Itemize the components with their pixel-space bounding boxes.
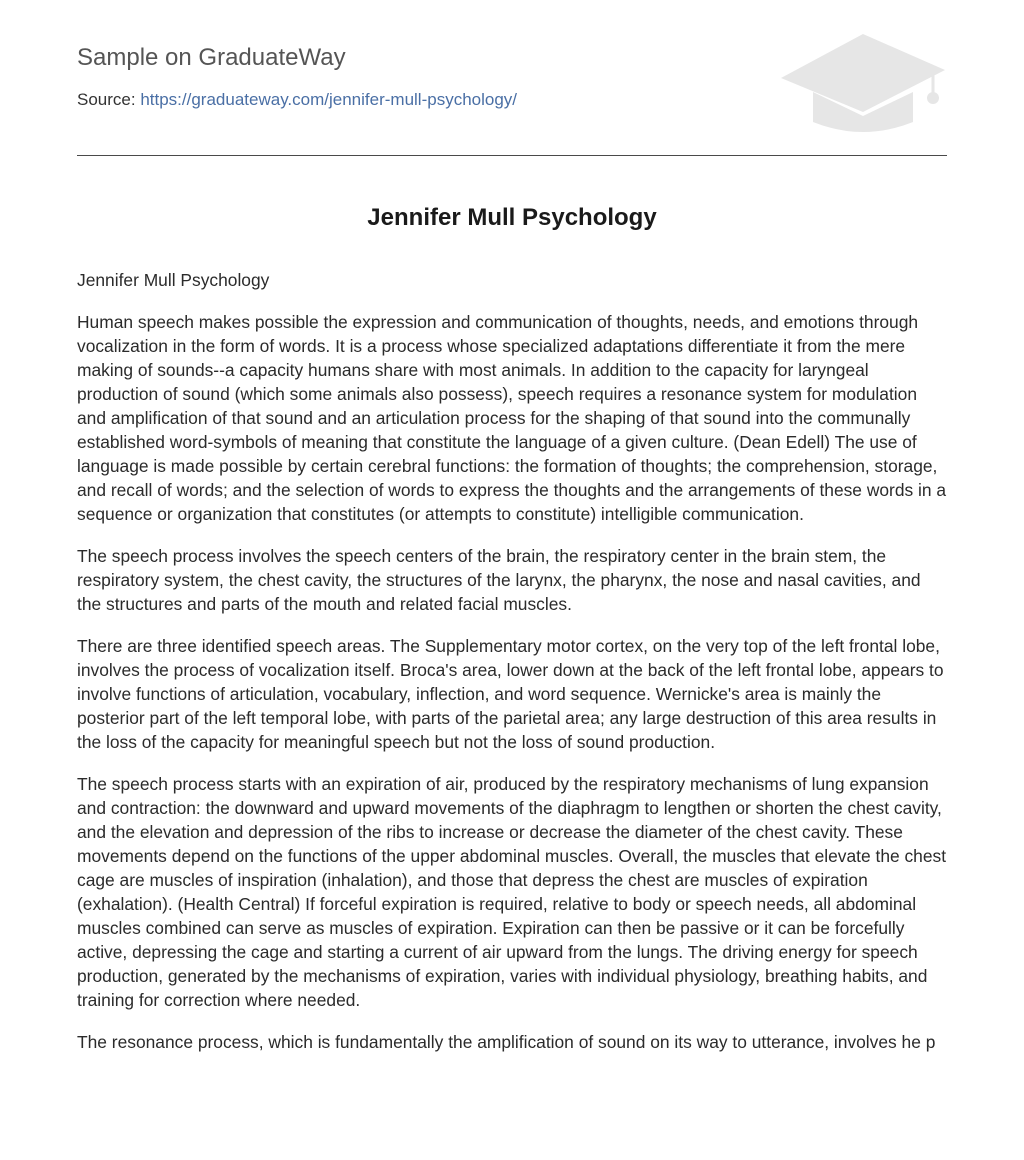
graduation-cap-icon [781,30,947,134]
paragraph: Human speech makes possible the expression and communication of thoughts, needs, and emotions through vocalization in the form of words. It is a process whose specialized adaptations differentiate it from the mere making of sounds--a capacity humans share with most animals. In addition to the capacity for laryngeal production of sound (which some animals also possess), speech requires a resonance system for modulation and amplification of that sound and an articulation process for the shaping of that sound into the communally established word-symbols of meaning that constitute the language of a given culture. (Dean Edell) The use of language is made possible by certain cerebral functions: the formation of thoughts; the comprehension, storage, and recall of words; and the selection of words to express the thoughts and the arrangements of these words in a sequence or organization that constitutes (or attempts to constitute) intelligible communication. [77,312,947,524]
paragraph: There are three identified speech areas. The Supplementary motor cortex, on the very top of the left frontal lobe, involves the process of vocalization itself. Broca's area, lower down at the back of the left frontal lobe, appears to involve functions of articulation, vocabulary, inflection, and word sequence. Wernicke's area is mainly the posterior part of the left temporal lobe, with parts of the parietal area; any large destruction of this area results in the loss of the capacity for meaningful speech but not the loss of sound production. [77,636,944,752]
source-line [77,90,517,110]
source-label: Source: [77,90,136,109]
header [77,0,947,156]
article-body [77,268,949,1072]
site-title: Sample on GraduateWay [77,44,346,71]
paragraph: Jennifer Mull Psychology [77,270,270,290]
paragraph: The resonance process, which is fundamentally the amplification of sound on its way to utterance, involves he p [77,1032,936,1052]
article-title: Jennifer Mull Psychology [367,204,657,231]
paragraph: The speech process involves the speech centers of the brain, the respiratory center in the brain stem, the respiratory system, the chest cavity, the structures of the larynx, the pharynx, the nose and nasal cavities, and the structures and parts of the mouth and related facial muscles. [77,546,921,614]
paragraph: The speech process starts with an expiration of air, produced by the respiratory mechanisms of lung expansion and contraction: the downward and upward movements of the diaphragm to lengthen or shorten the chest cavity, and the elevation and depression of the ribs to increase or decrease the diameter of the chest cavity. These movements depend on the functions of the upper abdominal muscles. Overall, the muscles that elevate the chest cage are muscles of inspiration (inhalation), and those that depress the chest are muscles of expiration (exhalation). (Health Central) If forceful expiration is required, relative to body or speech needs, all abdominal muscles combined can serve as muscles of expiration. Expiration can then be passive or it can be forcefully active, depressing the cage and starting a current of air upward from the lungs. The driving energy for speech production, generated by the mechanisms of expiration, varies with individual physiology, breathing habits, and training for correction where needed. [77,774,947,1010]
source-link[interactable]: https://graduateway.com/jennifer-mull-psychology/ [140,90,518,109]
header-divider [77,155,947,156]
